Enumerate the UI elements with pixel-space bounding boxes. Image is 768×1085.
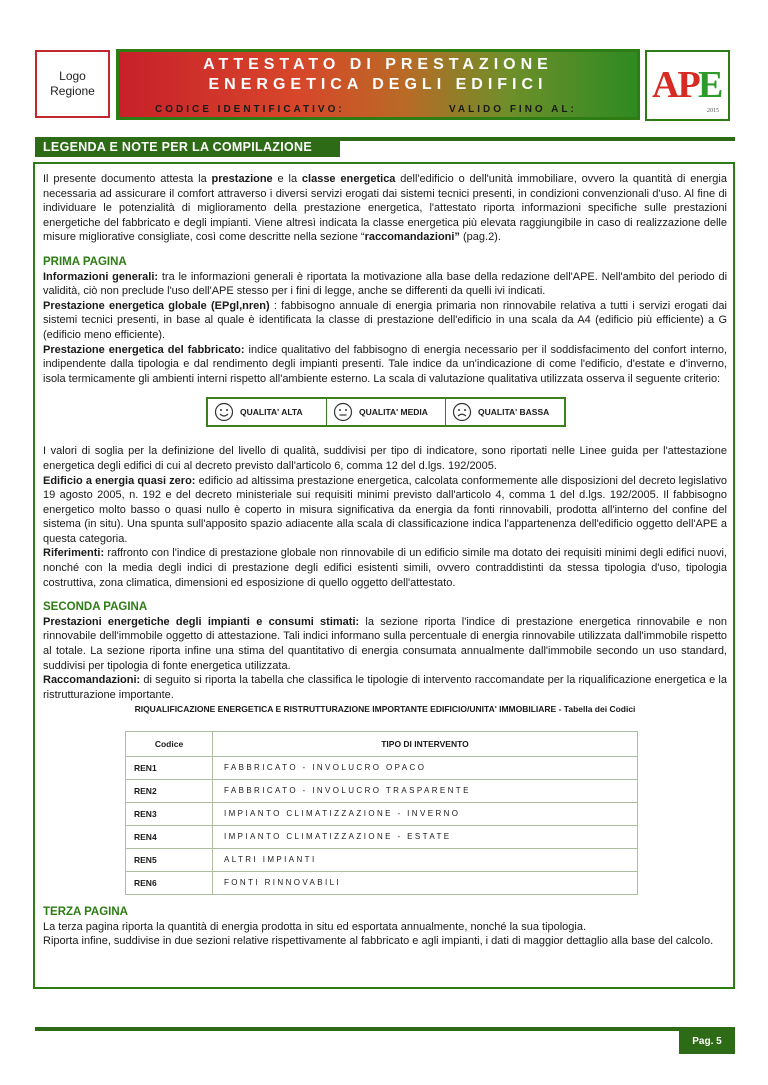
info-generali-paragraph: Informazioni generali: tra le informazioni generali è riportata la motivazione alla base della redazione dell'APE. Nell'ambito del periodo di validità, ciò non preclude l'uso dell'APE stesso per i fini di legge, anche se differenti da quelli ivi indicati. [43, 270, 728, 298]
intro-paragraph: Il presente documento attesta la prestazione e la classe energetica dell'edificio o dell'unità immobiliare, ovvero la quantità di energia necessaria ad assicurare il comfort attraverso i diversi servizi erogati dai sistemi tecnici presenti, in condizioni convenzionali d'uso. Al fine di individuare le potenzialità di miglioramento della prestazione energetica, l'attestato riporta informazioni specifiche sulle prestazioni energetiche del fabbricato e degli impianti. Viene altresì indicata la classe energetica più elevata raggiungibile in caso di realizzazione delle misure migliorative consigliate, così come descritte nella sezione “raccomandazioni” (pag.2). [43, 173, 727, 244]
prestazione-globale-paragraph: Prestazione energetica globale (EPgl,nren) : fabbisogno annuale di energia primaria non rinnovabile relativa a tutti i servizi erogati dai sistemi tecnici presenti, in base al quale è identificata la classe di prestazione dell'edificio in una scala da A4 (edificio più efficiente) a G (edificio meno efficiente). [43, 299, 727, 341]
quality-high-label: QUALITA' ALTA [240, 407, 303, 418]
code-identifier-label: CODICE IDENTIFICATIVO: [155, 104, 345, 115]
quality-medium-label: QUALITA' MEDIA [359, 407, 428, 418]
smile-face-icon [214, 402, 234, 422]
row-type: ALTRI IMPIANTI [213, 849, 638, 872]
codes-table-caption: RIQUALIFICAZIONE ENERGETICA E RISTRUTTURAZIONE IMPORTANTE EDIFICIO/UNITA' IMMOBILIARE - Tabella dei Codici [134, 704, 636, 715]
nzeb-paragraph: Edificio a energia quasi zero: edificio ad altissima prestazione energetica, calcolata conformemente alle disposizioni del decreto legislativo 19 agosto 2005, n. 192 e del decreto ministeriale sui requisiti minimi previsto dall'articolo 4, comma 1 del d.lgs. 192/2005. Il fabbisogno energetico molto basso o quasi nullo è coperto in misura significativa da energia da fonti rinnovabili, prodotta all'interno del confine del sistema (in situ). Una spunta sull'apposito spazio adiacente alla scala di classificazione indica l'appartenenza dell'edificio oggetto dell'APE a questa categoria. [43, 474, 727, 545]
logo-text-line1: Logo [59, 69, 86, 83]
quality-high [208, 399, 327, 425]
row-type: IMPIANTO CLIMATIZZAZIONE - ESTATE [213, 826, 638, 849]
col-code-header: Codice [126, 732, 213, 757]
codes-table [125, 731, 638, 895]
row-type: IMPIANTO CLIMATIZZAZIONE - INVERNO [213, 803, 638, 826]
row-type: FONTI RINNOVABILI [213, 872, 638, 895]
row-code: REN6 [126, 872, 213, 895]
table-row [126, 780, 638, 803]
raccomandazioni-paragraph: Raccomandazioni: di seguito si riporta la tabella che classifica le tipologie di intervento raccomandate per la riqualificazione energetica e la ristrutturazione importante. [43, 674, 727, 701]
svg-text:AP: AP [652, 64, 699, 106]
quality-low-label: QUALITA' BASSA [478, 407, 550, 418]
prima-pagina-heading: PRIMA PAGINA [43, 255, 127, 268]
ape-year: 2015 [707, 108, 719, 114]
title-line-1: ATTESTATO DI PRESTAZIONE [203, 56, 553, 73]
neutral-face-icon [333, 402, 353, 422]
table-row [126, 849, 638, 872]
table-row [126, 803, 638, 826]
legend-content-frame [33, 162, 735, 989]
document-title-banner [116, 49, 640, 120]
row-code: REN1 [126, 757, 213, 780]
quality-low [446, 399, 564, 425]
sad-face-icon [452, 402, 472, 422]
quality-scale-wrapper [43, 386, 727, 434]
row-type: FABBRICATO - INVOLUCRO TRASPARENTE [213, 780, 638, 803]
title-line-2: ENERGETICA DEGLI EDIFICI [208, 76, 548, 93]
row-code: REN4 [126, 826, 213, 849]
impianti-paragraph: Prestazioni energetiche degli impianti e consumi stimati: la sezione riporta l'indice di prestazione energetica rinnovabile e non rinnovabile dell'immobile oggetto di attestazione. Tali indici informano sulla percentuale di energia rinnovabile utilizzata dall'immobile rispetto al totale. La sezione riporta infine una stima del quantitativo di energia consumata annualmente dall'immobile secondo un uso standard, suddivisi per tipologia di fonte energetica utilizzata. [43, 615, 727, 672]
terza-paragraph-1: La terza pagina riporta la quantità di energia prodotta in situ ed esportata annualmente, nonché la sua tipologia. [43, 920, 587, 933]
prestazione-fabbricato-paragraph: Prestazione energetica del fabbricato: indice qualitativo del fabbisogno di energia necessario per il soddisfacimento del confort interno, indipendente dalla tipologia e dal rendimento degli impianti presenti. Tale indice da un'indicazione di come l'edificio, d'estate e d'inverno, isola termicamente gli ambienti interni rispetto all'ambiente esterno. La scala di valutazione qualitativa utilizzata osserva il seguente criterio: [43, 343, 728, 385]
ape-logo [645, 50, 730, 121]
row-type: FABBRICATO - INVOLUCRO OPACO [213, 757, 638, 780]
valid-until-label: VALIDO FINO AL: [449, 104, 577, 115]
codes-table-header [126, 732, 638, 757]
terza-paragraph-2: Riporta infine, suddivise in due sezioni relative rispettivamente al fabbricato e agli impianti, i dati di maggior dettaglio alla base del calcolo. [43, 935, 714, 948]
table-row [126, 757, 638, 780]
quality-medium [327, 399, 446, 425]
soglia-paragraph: I valori di soglia per la definizione del livello di qualità, suddivisi per tipo di indicatore, sono riportati nelle Linee guida per l'attestazione energetica degli edifici di cui al decreto previsto dall'articolo 6, comma 12 del d.lgs. 192/2005. [43, 445, 727, 472]
table-row [126, 826, 638, 849]
quality-scale [206, 397, 566, 427]
ape-logo-icon [647, 52, 728, 119]
svg-text:E: E [698, 64, 724, 106]
row-code: REN5 [126, 849, 213, 872]
page-number: Pag. 5 [679, 1030, 735, 1054]
col-type-header: TIPO DI INTERVENTO [213, 732, 638, 757]
section-title: LEGENDA E NOTE PER LA COMPILAZIONE [35, 138, 340, 157]
logo-text-line2: Regione [50, 84, 95, 98]
table-row [126, 872, 638, 895]
legend-text [43, 172, 727, 949]
region-logo-placeholder [35, 50, 110, 118]
row-code: REN2 [126, 780, 213, 803]
seconda-pagina-heading: SECONDA PAGINA [43, 601, 148, 614]
terza-pagina-heading: TERZA PAGINA [43, 906, 128, 918]
row-code: REN3 [126, 803, 213, 826]
riferimenti-paragraph: Riferimenti: raffronto con l'indice di prestazione globale non rinnovabile di un edificio simile ma dotato dei requisiti minimi degli edifici nuovi, nonché con la media degli indici di prestazione degli edifici esistenti simili, ovvero contraddistinti da stessa tipologia d'uso, tipologia costruttiva, zona climatica, dimensioni ed esposizione di quello oggetto dell'attestato. [43, 547, 727, 589]
footer-divider [35, 1027, 735, 1031]
